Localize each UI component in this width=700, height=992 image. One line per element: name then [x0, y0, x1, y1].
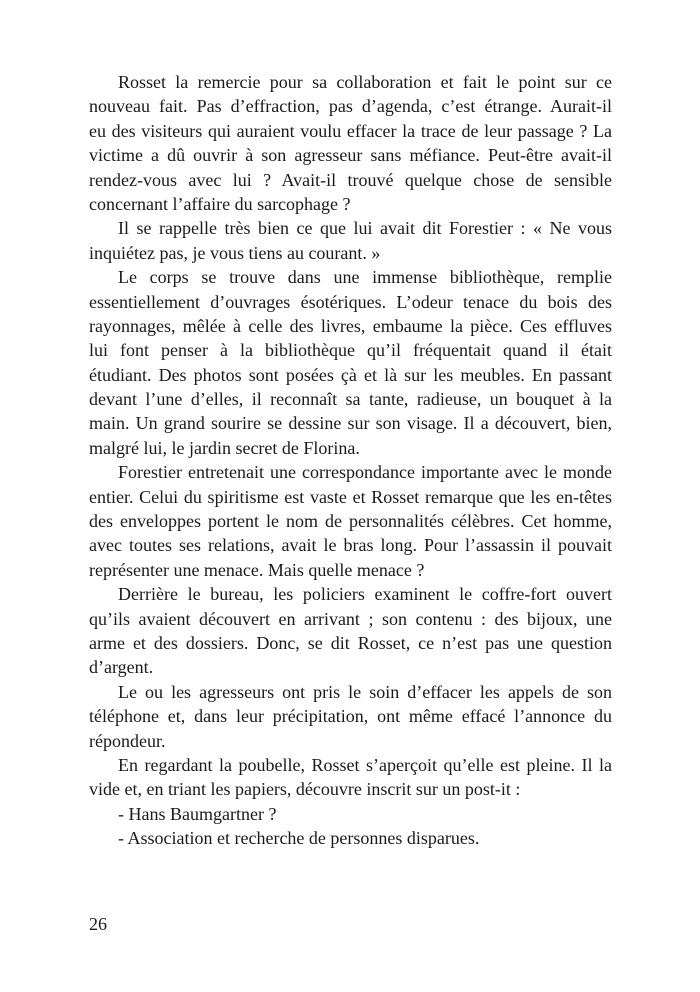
- paragraph: [89, 265, 612, 460]
- text-line: vide et, en triant les papiers, découvre inscrit sur un post-it :: [89, 779, 521, 800]
- paragraph: [89, 582, 612, 680]
- text-line: avec toutes ses relations, avait le bras long. Pour l’assassin il pouvait: [89, 535, 612, 556]
- text-line: représenter une menace. Mais quelle menace ?: [89, 559, 425, 580]
- text-line: - Association et recherche de personnes disparues.: [118, 828, 480, 849]
- paragraph: [89, 802, 612, 826]
- text-line: rayonnages, mêlée à celle des livres, embaume la pièce. Ces effluves: [89, 315, 612, 336]
- text-line: inquiétez pas, je vous tiens au courant. »: [89, 242, 381, 263]
- text-line: main. Un grand sourire se dessine sur son visage. Il a découvert, bien,: [89, 413, 612, 434]
- page-body: [89, 70, 612, 851]
- text-line: malgré lui, le jardin secret de Florina.: [89, 437, 360, 458]
- text-line: répondeur.: [89, 730, 166, 751]
- text-line: Le corps se trouve dans une immense bibliothèque, remplie: [118, 267, 612, 288]
- text-line: entier. Celui du spiritisme est vaste et Rosset remarque que les en-têtes: [89, 486, 612, 507]
- text-line: Il se rappelle très bien ce que lui avait dit Forestier : « Ne vous: [118, 218, 612, 239]
- text-line: étudiant. Des photos sont posées çà et là sur les meubles. En passant: [89, 364, 612, 385]
- text-line: essentiellement d’ouvrages ésotériques. L’odeur tenace du bois des: [89, 291, 612, 312]
- text-line: eu des visiteurs qui auraient voulu effacer la trace de leur passage ? La: [89, 120, 612, 141]
- paragraph: [89, 460, 612, 582]
- paragraph: [89, 826, 612, 850]
- text-line: concernant l’affaire du sarcophage ?: [89, 193, 351, 214]
- paragraph: [89, 70, 612, 216]
- text-line: nouveau fait. Pas d’effraction, pas d’agenda, c’est étrange. Aurait-il: [89, 96, 612, 117]
- text-line: d’argent.: [89, 657, 154, 678]
- text-line: En regardant la poubelle, Rosset s’aperçoit qu’elle est pleine. Il la: [118, 754, 612, 775]
- text-line: devant l’une d’elles, il reconnaît sa tante, radieuse, un bouquet à la: [89, 389, 612, 410]
- text-line: téléphone et, dans leur précipitation, ont même effacé l’annonce du: [89, 706, 612, 727]
- text-line: lui font penser à la bibliothèque qu’il fréquentait quand il était: [89, 340, 612, 361]
- text-line: Le ou les agresseurs ont pris le soin d’effacer les appels de son: [118, 681, 612, 702]
- text-line: arme et des dossiers. Donc, se dit Rosset, ce n’est pas une question: [89, 632, 612, 653]
- paragraph: [89, 680, 612, 753]
- text-line: Derrière le bureau, les policiers examinent le coffre-fort ouvert: [118, 584, 612, 605]
- text-line: qu’ils avaient découvert en arrivant ; son contenu : des bijoux, une: [89, 608, 612, 629]
- text-line: victime a dû ouvrir à son agresseur sans méfiance. Peut-être avait-il: [89, 145, 612, 166]
- paragraph: [89, 753, 612, 802]
- text-line: rendez-vous avec lui ? Avait-il trouvé quelque chose de sensible: [89, 169, 612, 190]
- paragraph: [89, 216, 612, 265]
- page-number: 26: [89, 914, 107, 934]
- text-line: Rosset la remercie pour sa collaboration et fait le point sur ce: [118, 72, 612, 92]
- text-line: Forestier entretenait une correspondance importante avec le monde: [118, 462, 612, 483]
- text-line: des enveloppes portent le nom de personnalités célèbres. Cet homme,: [89, 511, 612, 532]
- text-line: - Hans Baumgartner ?: [118, 803, 277, 824]
